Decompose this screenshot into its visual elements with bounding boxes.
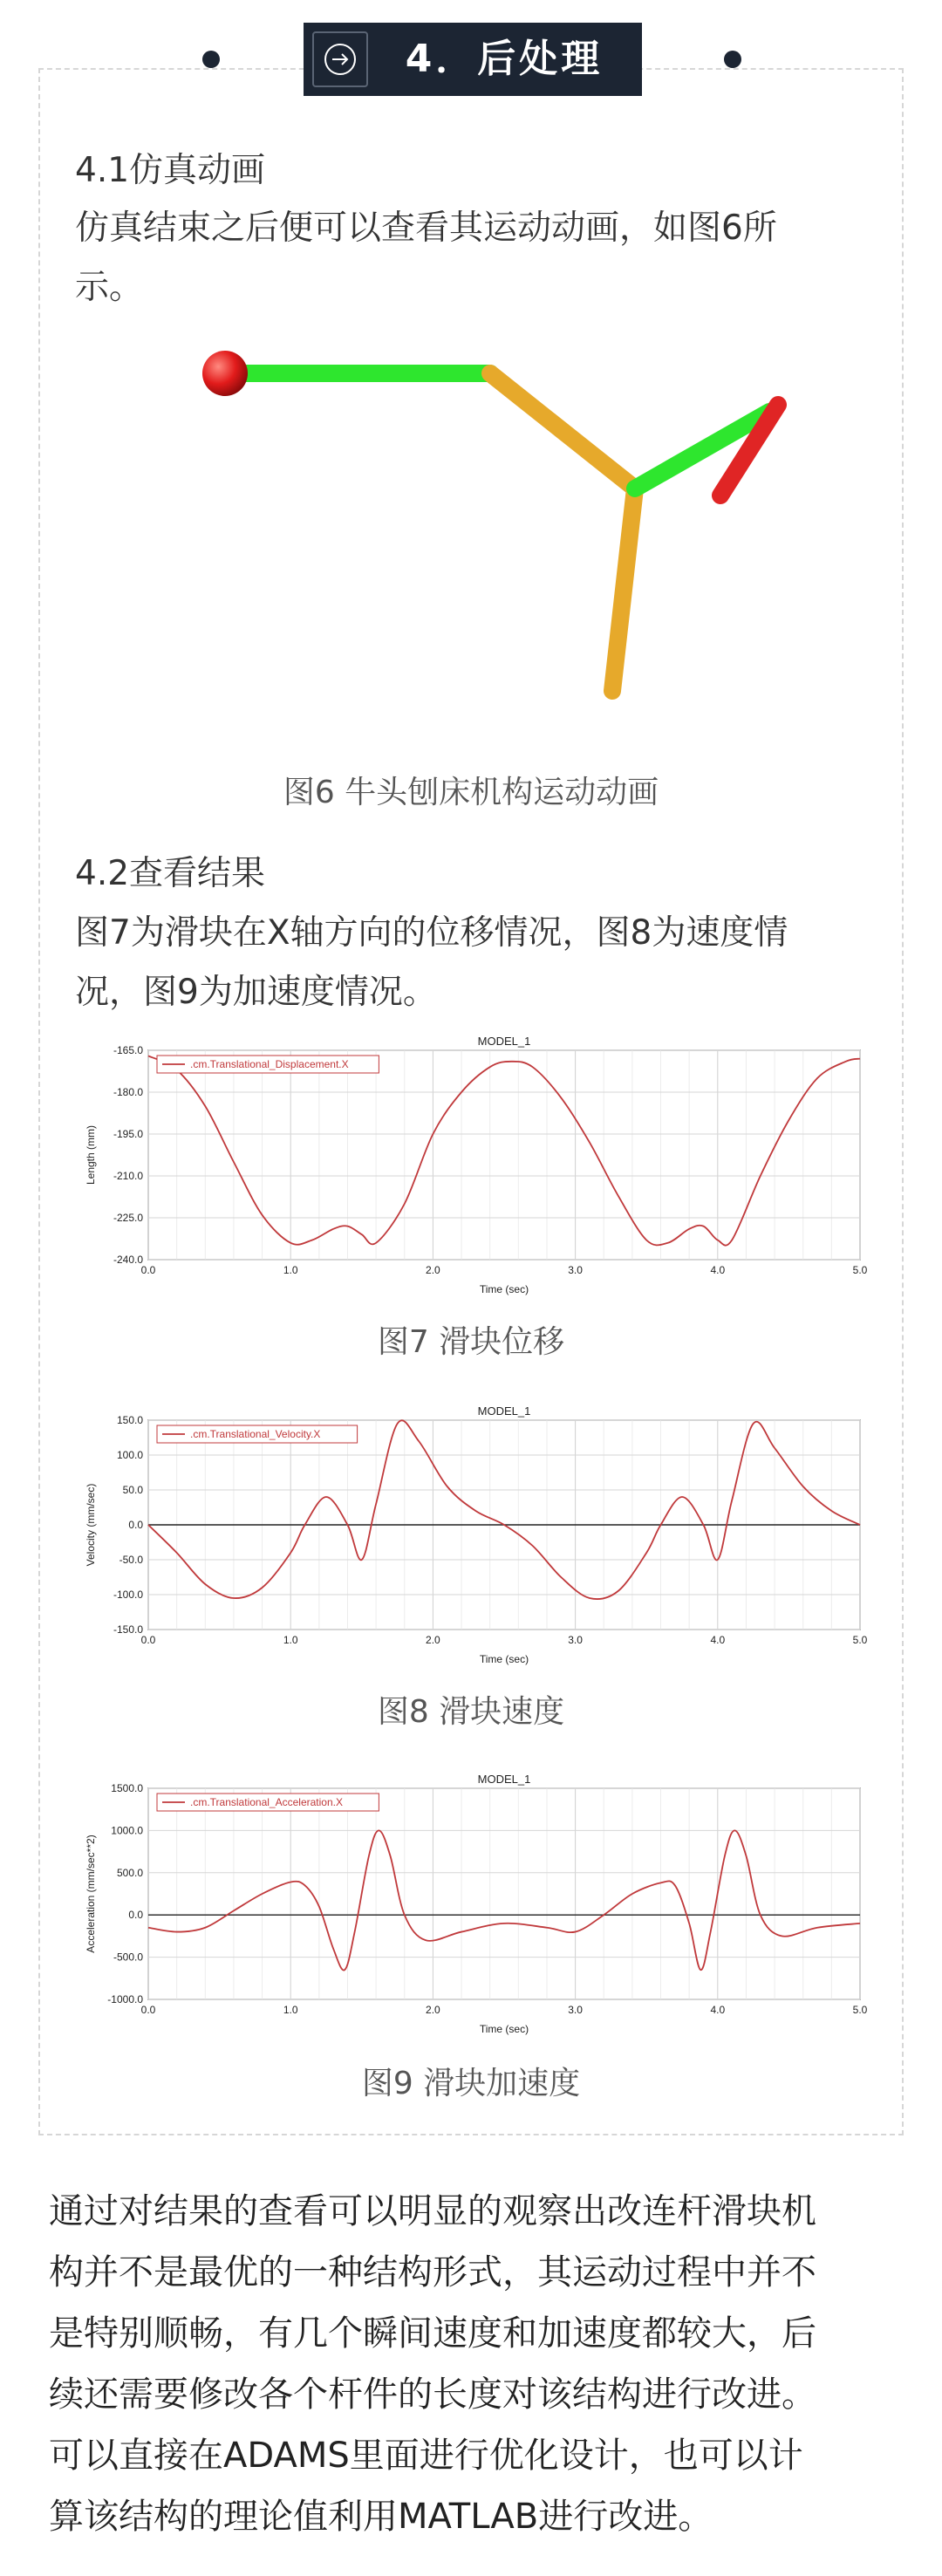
- y-tick-label: -195.0: [113, 1128, 143, 1140]
- displacement-chart: [70, 1031, 872, 1302]
- y-tick-label: -50.0: [119, 1554, 143, 1566]
- x-tick-label: 4.0: [710, 1634, 726, 1646]
- x-tick-label: 5.0: [852, 1264, 868, 1276]
- chart-title: MODEL_1: [477, 1404, 531, 1418]
- section1-title: 4.1仿真动画: [75, 151, 266, 190]
- y-tick-label: -225.0: [113, 1212, 143, 1224]
- section2-text-line2: 况，图9为加速度情况。: [75, 973, 437, 1012]
- velocity-chart: [70, 1401, 872, 1671]
- x-tick-label: 4.0: [710, 1264, 726, 1276]
- plot-area: [148, 1788, 860, 1999]
- conclusion-line-4: 续还需要修改各个杆件的长度对该结构进行改进。: [49, 2374, 816, 2415]
- figure6-caption: 图6 牛头刨床机构运动动画: [283, 775, 659, 810]
- y-tick-label: -150.0: [113, 1623, 143, 1636]
- y-tick-label: -165.0: [113, 1044, 143, 1056]
- section2-title: 4.2查看结果: [75, 854, 266, 893]
- red-ball-joint: [202, 351, 248, 396]
- header-title: 4．后处理: [405, 37, 604, 81]
- x-tick-label: 2.0: [426, 1634, 440, 1646]
- chart-title: MODEL_1: [477, 1035, 531, 1048]
- figure7-caption: 图7 滑块位移: [377, 1324, 565, 1360]
- legend-label: .cm.Translational_Velocity.X: [190, 1428, 321, 1440]
- conclusion-line-3: 是特别顺畅，有几个瞬间速度和加速度都较大，后: [49, 2313, 816, 2354]
- x-tick-label: 4.0: [710, 2004, 726, 2016]
- legend-label: .cm.Translational_Acceleration.X: [190, 1796, 343, 1808]
- plot-area: [148, 1050, 860, 1260]
- y-tick-label: 1500.0: [111, 1782, 143, 1794]
- x-tick-label: 0.0: [140, 1634, 156, 1646]
- y-tick-label: -500.0: [113, 1951, 143, 1964]
- right-dot: [724, 51, 741, 68]
- x-axis-label: Time (sec): [479, 1653, 529, 1665]
- x-tick-label: 5.0: [852, 2004, 868, 2016]
- section1-text-line2: 示。: [75, 268, 144, 307]
- y-tick-label: -210.0: [113, 1170, 143, 1182]
- mechanism-figure: [0, 331, 942, 715]
- figure8-caption: 图8 滑块速度: [377, 1694, 565, 1730]
- x-tick-label: 0.0: [140, 2004, 156, 2016]
- section1-text-line1: 仿真结束之后便可以查看其运动动画，如图6所: [75, 208, 777, 248]
- x-tick-label: 3.0: [568, 1264, 583, 1276]
- y-axis-label: Length (mm): [85, 1124, 97, 1186]
- acceleration-chart: [70, 1769, 872, 2041]
- x-tick-label: 0.0: [140, 1264, 156, 1276]
- x-tick-label: 1.0: [283, 2004, 298, 2016]
- legend-label: .cm.Translational_Displacement.X: [190, 1058, 349, 1070]
- x-axis-label: Time (sec): [479, 2023, 529, 2035]
- arrow-right-icon: [312, 31, 368, 87]
- conclusion-line-2: 构并不是最优的一种结构形式，其运动过程中并不: [49, 2252, 816, 2292]
- conclusion-line-5: 可以直接在ADAMS里面进行优化设计，也可以计: [49, 2436, 803, 2476]
- conclusion-line-6: 算该结构的理论值利用MATLAB进行改进。: [49, 2497, 713, 2537]
- y-tick-label: 0.0: [128, 1909, 143, 1922]
- conclusion-line-1: 通过对结果的查看可以明显的观察出改连杆滑块机: [49, 2191, 816, 2231]
- section-header: [304, 23, 642, 96]
- y-tick-label: 50.0: [122, 1484, 143, 1496]
- x-tick-label: 1.0: [283, 1634, 298, 1646]
- x-tick-label: 2.0: [426, 1264, 440, 1276]
- y-tick-label: 1000.0: [111, 1824, 143, 1837]
- y-tick-label: -100.0: [113, 1589, 143, 1601]
- y-tick-label: -240.0: [113, 1254, 143, 1266]
- section2-text-line1: 图7为滑块在X轴方向的位移情况，图8为速度情: [75, 913, 788, 953]
- y-tick-label: 150.0: [116, 1414, 143, 1426]
- chart-title: MODEL_1: [477, 1773, 531, 1786]
- figure9-caption: 图9 滑块加速度: [361, 2066, 581, 2101]
- x-tick-label: 3.0: [568, 2004, 583, 2016]
- y-tick-label: 500.0: [116, 1866, 143, 1879]
- y-tick-label: 0.0: [128, 1519, 143, 1531]
- y-tick-label: -1000.0: [107, 1993, 143, 2005]
- x-tick-label: 2.0: [426, 2004, 440, 2016]
- y-axis-label: Acceleration (mm/sec**2): [85, 1835, 97, 1953]
- x-tick-label: 1.0: [283, 1264, 298, 1276]
- x-tick-label: 3.0: [568, 1634, 583, 1646]
- left-dot: [202, 51, 220, 68]
- x-tick-label: 5.0: [852, 1634, 868, 1646]
- y-tick-label: -180.0: [113, 1086, 143, 1098]
- y-tick-label: 100.0: [116, 1449, 143, 1461]
- x-axis-label: Time (sec): [479, 1283, 529, 1295]
- orange-link-upper: [490, 373, 635, 489]
- orange-link-lower: [612, 489, 635, 691]
- y-axis-label: Velocity (mm/sec): [85, 1483, 97, 1567]
